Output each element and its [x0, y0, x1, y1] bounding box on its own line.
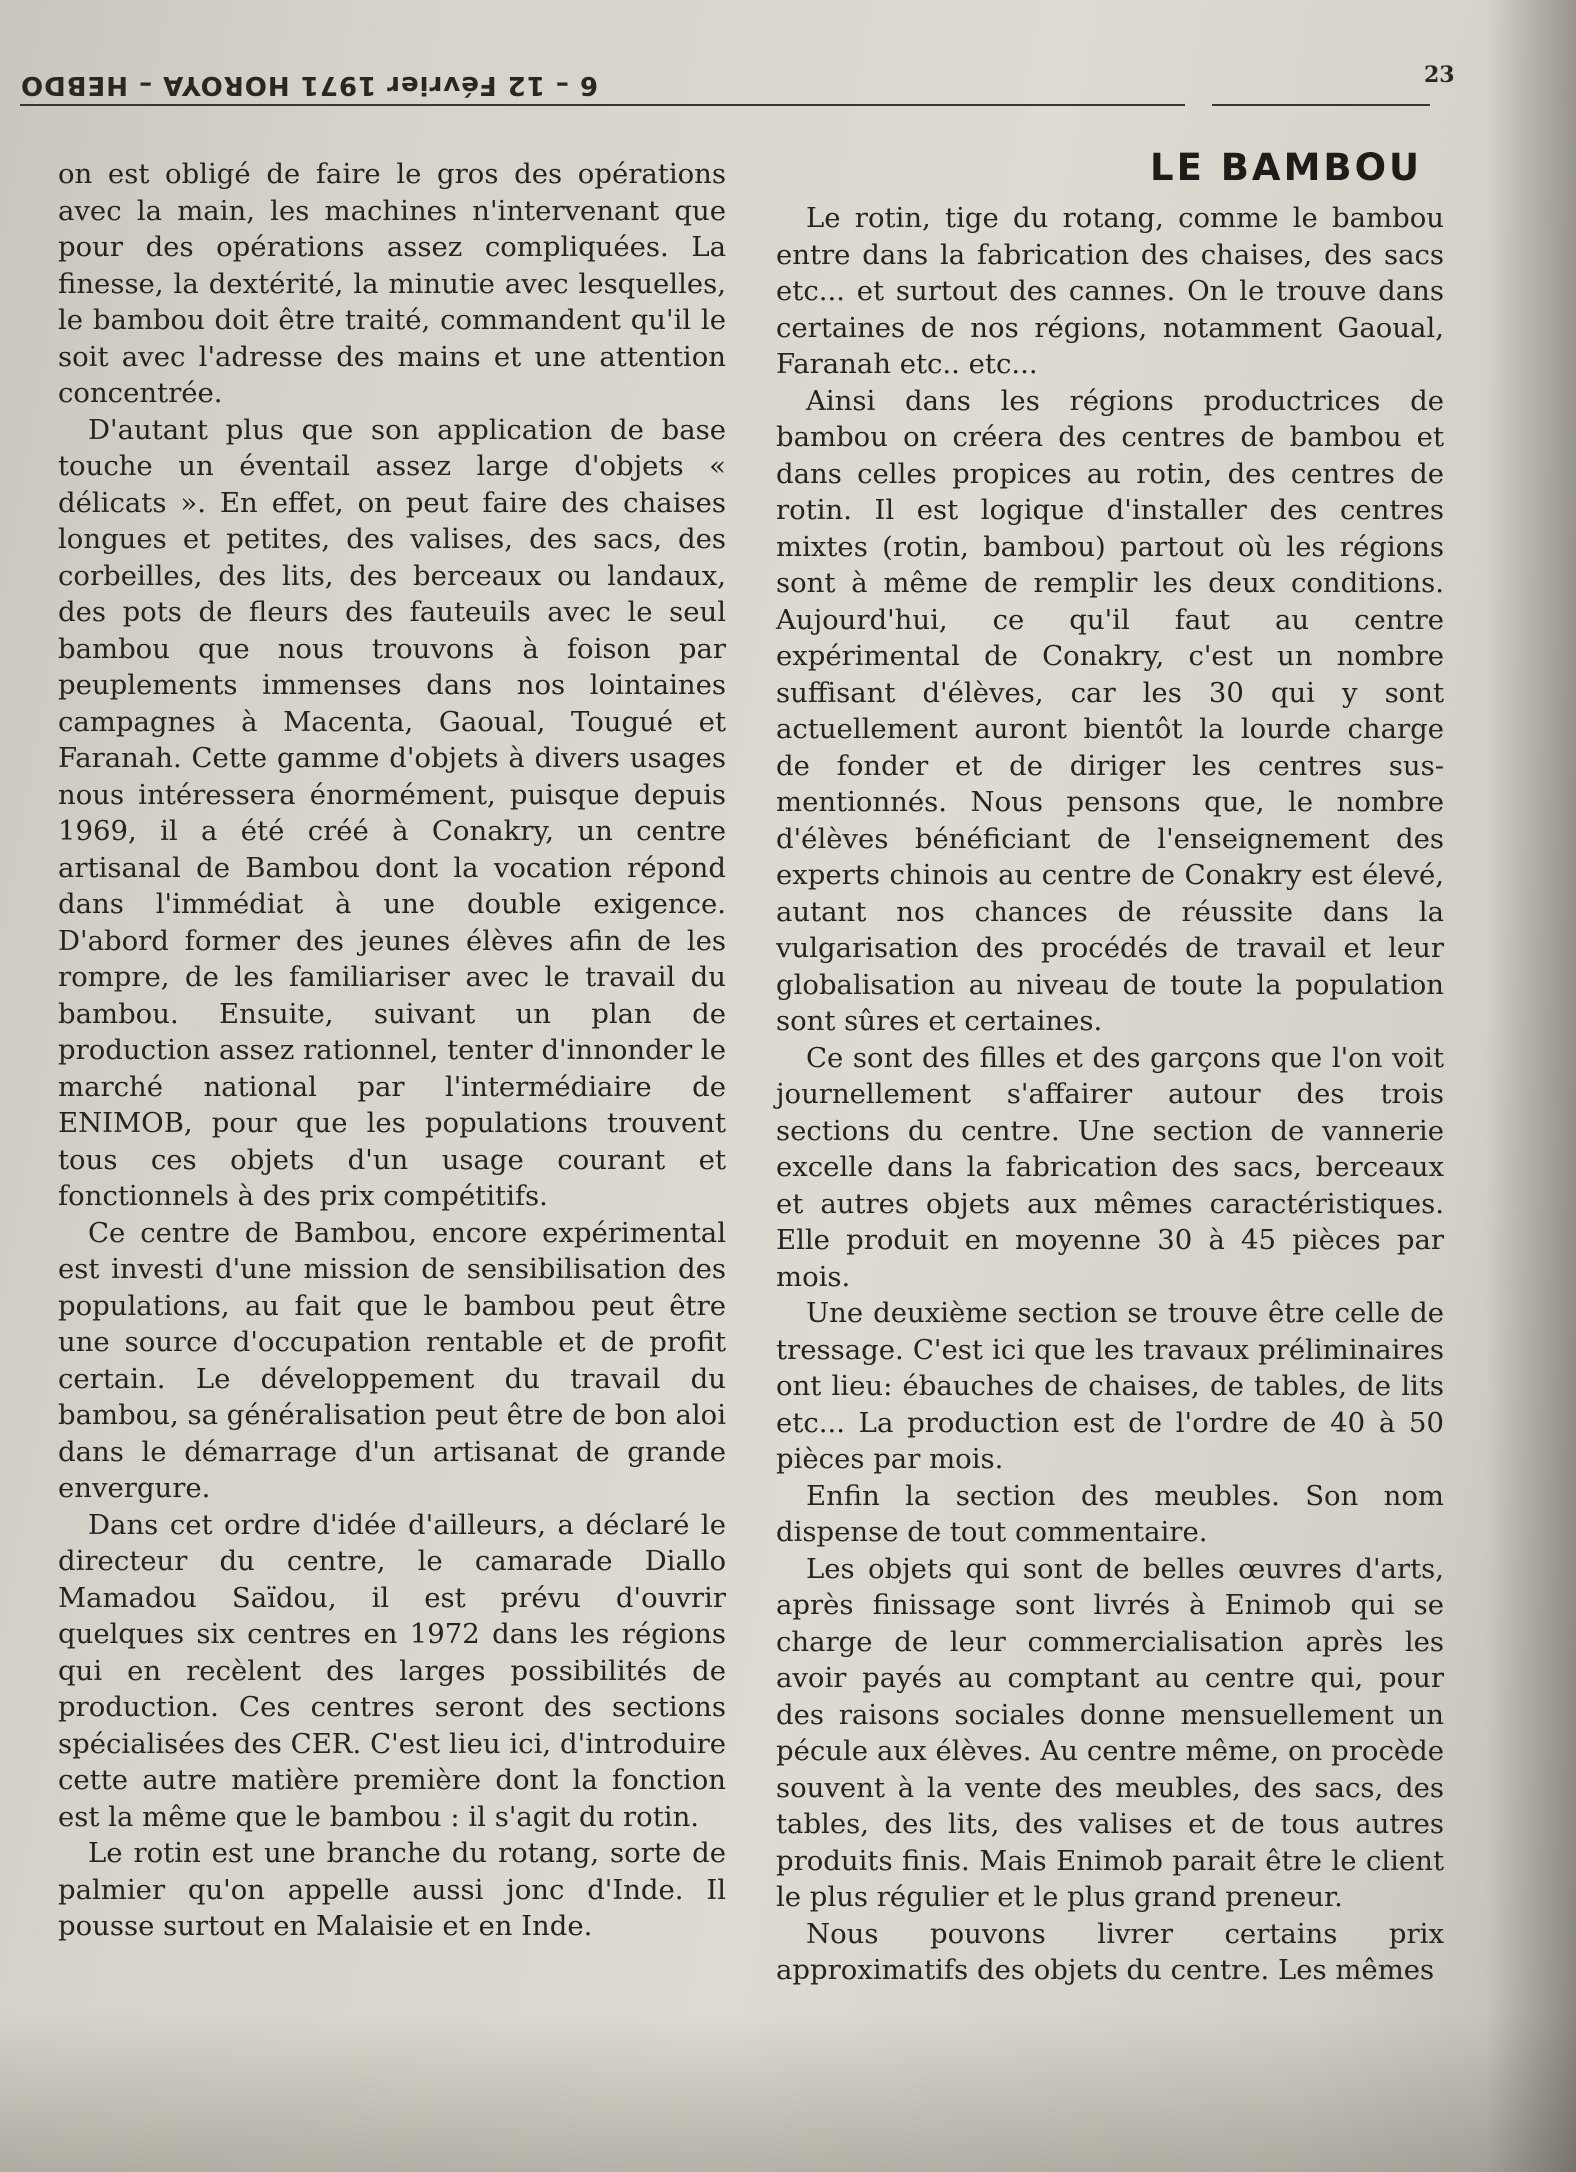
paragraph: Dans cet ordre d'idée d'ailleurs, a déclaré le directeur du centre, le camarade Diallo Mamadou Saïdou, il est prévu d'ouvrir quelques six centres en 1972 dans les régions qui en recèlent des larges possibilités de production. Ces centres seront des sections spécialisées des CER. C'est lieu ici, d'introduire cette autre matière première dont la fonction est la même que le bambou : il s'agit du rotin.: [58, 1508, 726, 1833]
paragraph: Ainsi dans les régions productrices de bambou on créera des centres de bambou et dans celles propices au rotin, des centres de rotin. Il est logique d'installer des centres mixtes (rotin, bambou) partout où les régions sont à même de remplir les deux conditions. Aujourd'hui, ce qu'il faut au centre expérimental de Conakry, c'est un nombre suffisant d'élèves, car les 30 qui y sont actuellement auront bientôt la lourde charge de fonder et de diriger les centres sus-mentionnés. Nous pensons que, le nombre d'élèves bénéficiant de l'enseignement des experts chinois au centre de Conakry est élevé, autant nos chances de réussite dans la vulgarisation des procédés de travail et leur globalisation au niveau de toute la population sont sûres et certaines.: [776, 384, 1444, 1037]
header-rule-right: [1212, 104, 1430, 106]
article-title: LE BAMBOU: [1150, 146, 1423, 189]
page-header: [0, 56, 1576, 116]
paragraph: Les objets qui sont de belles œuvres d'arts, après finissage sont livrés à Enimob qui se charge de leur commercialisation après les avoir payés au comptant au centre qui, pour des raisons sociales donne mensuellement un pécule aux élèves. Au centre même, on procède souvent à la vente des meubles, des sacs, des tables, des lits, des valises et de tous autres produits finis. Mais Enimob parait être le client le plus régulier et le plus grand preneur.: [776, 1552, 1444, 1913]
right-column: [776, 200, 1444, 1989]
left-column: [58, 156, 726, 1945]
paragraph: Le rotin est une branche du rotang, sorte de palmier qu'on appelle aussi jonc d'Inde. Il pousse surtout en Malaisie et en Inde.: [58, 1837, 726, 1942]
page-number: 23: [1424, 62, 1455, 88]
paragraph: Une deuxième section se trouve être celle de tressage. C'est ici que les travaux préliminaires ont lieu: ébauches de chaises, de tables, de lits etc... La production est de l'ordre de 40 à 50 pièces par mois.: [776, 1297, 1444, 1475]
header-rule-left: [20, 104, 1185, 106]
paragraph: Le rotin, tige du rotang, comme le bambou entre dans la fabrication des chaises, des sacs etc... et surtout des cannes. On le trouve dans certaines de nos régions, notamment Gaoual, Faranah etc.. etc...: [776, 202, 1444, 380]
paragraph: Enfin la section des meubles. Son nom dispense de tout commentaire.: [776, 1479, 1444, 1548]
paragraph: Ce centre de Bambou, encore expérimental est investi d'une mission de sensibilisation des populations, au fait que le bambou peut être une source d'occupation rentable et de profit certain. Le développement du travail du bambou, sa généralisation peut être de bon aloi dans le démarrage d'un artisanat de grande envergure.: [58, 1216, 726, 1504]
page-shadow-bottom: [0, 2012, 1576, 2172]
paragraph: Nous pouvons livrer certains prix approximatifs des objets du centre. Les mêmes: [776, 1917, 1444, 1986]
masthead: 6 – 12 Février 1971 HOROYA – HEBDO: [20, 70, 599, 100]
paragraph: Ce sont des filles et des garçons que l'on voit journellement s'affairer autour des trois sections du centre. Une section de vannerie excelle dans la fabrication des sacs, berceaux et autres objets aux mêmes caractéristiques. Elle produit en moyenne 30 à 45 pièces par mois.: [776, 1041, 1444, 1293]
paragraph: on est obligé de faire le gros des opérations avec la main, les machines n'intervenant que pour des opérations assez compliquées. La finesse, la dextérité, la minutie avec lesquelles, le bambou doit être traité, commandent qu'il le soit avec l'adresse des mains et une attention concentrée.: [58, 158, 726, 409]
page-shadow-right: [1486, 0, 1576, 2172]
paragraph: D'autant plus que son application de base touche un éventail assez large d'objets « délicats ». En effet, on peut faire des chaises longues et petites, des valises, des sacs, des corbeilles, des lits, des berceaux ou landaux, des pots de fleurs des fauteuils avec le seul bambou que nous trouvons à foison par peuplements immenses dans nos lointaines campagnes à Macenta, Gaoual, Tougué et Faranah. Cette gamme d'objets à divers usages nous intéressera énormément, puisque depuis 1969, il a été créé à Conakry, un centre artisanal de Bambou dont la vocation répond dans l'immédiat à une double exigence. D'abord former des jeunes élèves afin de les rompre, de les familiariser avec le travail du bambou. Ensuite, suivant un plan de production assez rationnel, tenter d'innonder le marché national par l'intermédiaire de ENIMOB, pour que les populations trouvent tous ces objets d'un usage courant et fonctionnels à des prix compétitifs.: [58, 413, 726, 1212]
